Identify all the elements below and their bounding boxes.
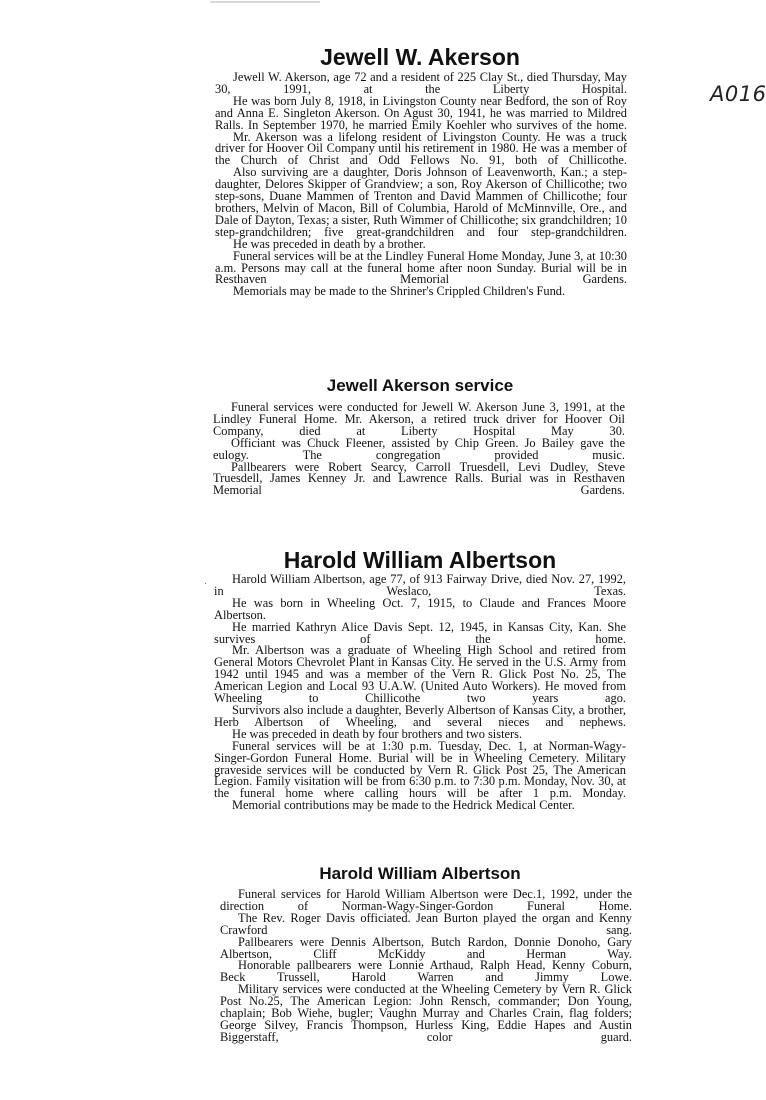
paragraph: He was born July 8, 1918, in Livingston County near Bedford, the son of Roy and Anna E. Singleton Akerson. On Agust 30, 1941, he was married to Mildred Ralls. In September 1970, he married Emily Koehler who survives of the home.: [215, 93, 627, 132]
paragraph: The Rev. Roger Davis officiated. Jean Burton played the organ and Kenny Crawford sang.: [220, 910, 632, 937]
service-body-albertson: [220, 889, 632, 1044]
paragraph: Pallbearers were Dennis Albertson, Butch Rardon, Donnie Donoho, Gary Albertson, Cliff McKiddy and Herman Way.: [220, 934, 632, 961]
handwritten-annotation: A016: [710, 82, 766, 106]
paragraph: Mr. Albertson was a graduate of Wheeling High School and retired from General Motors Chevrolet Plant in Kansas City. He served in the U.S. Army from 1942 until 1945 and was a member of the Vern R. Glick Post No. 25, The American Legion and Local 93 U.A.W. (United Auto Workers). He moved from Wheeling to Chillicothe two years ago.: [214, 643, 626, 706]
paragraph: Mr. Akerson was a lifelong resident of Livingston County. He was a truck driver for Hoover Oil Company until his retirement in 1980. He was a member of the Church of Christ and Odd Fellows No. 91, both of Chillicothe.: [215, 129, 627, 168]
paragraph: Memorials may be made to the Shriner's Crippled Children's Fund.: [233, 284, 566, 299]
top-edge-mark: [210, 1, 320, 3]
service-body-akerson: [213, 402, 625, 497]
paragraph: Survivors also include a daughter, Beverly Albertson of Kansas City, a brother, Herb Albertson of Wheeling, and several nieces and nephews.: [214, 702, 626, 729]
paragraph: He was preceded in death by four brothers and two sisters.: [232, 726, 523, 741]
paragraph: Funeral services for Harold William Albertson were Dec.1, 1992, under the direction of Norman-Wagy-Singer-Gordon Funeral Home.: [220, 887, 632, 913]
paragraph: Memorial contributions may be made to the Hedrick Medical Center.: [232, 798, 575, 813]
paragraph: Funeral services were conducted for Jewell W. Akerson June 3, 1991, at the Lindley Funeral Home. Mr. Akerson, a retired truck driver for Hoover Oil Company, died at Liberty Hospital May 30.: [213, 400, 625, 438]
obituary-body-albertson: [214, 574, 626, 812]
obituary-title-akerson: Jewell W. Akerson: [320, 44, 520, 70]
paragraph: Officiant was Chuck Fleener, assisted by Chip Green. Jo Bailey gave the eulogy. The congregation provided music.: [213, 435, 625, 462]
obituary-body-akerson: [215, 72, 627, 298]
paragraph: He was born in Wheeling Oct. 7, 1915, to Claude and Frances Moore Albertson.: [214, 595, 626, 622]
paragraph: He married Kathryn Alice Davis Sept. 12, 1945, in Kansas City, Kan. She survives of the home.: [214, 619, 626, 646]
paragraph: Also surviving are a daughter, Doris Johnson of Leavenworth, Kan.; a step-daughter, Delores Skipper of Grandview; a son, Roy Akerson of Chillicothe; two step-sons, Duane Mammen of Trenton and David Mammen of Chillicothe; four brothers, Melvin of Macon, Bill of Columbia, Harold of McMinnville, Ore., and Dale of Dayton, Texas; a sister, Ruth Wimmer of Chillicothe; six grandchildren; 10 step-grandchildren; five great-grandchildren and four step-grandchildren.: [215, 165, 627, 239]
paragraph: Harold William Albertson, age 77, of 913 Fairway Drive, died Nov. 27, 1992, in Weslaco, Texas.: [214, 572, 626, 598]
paragraph: Honorable pallbearers were Lonnie Arthaud, Ralph Head, Kenny Coburn, Beck Trussell, Harold Warren and Jimmy Lowe.: [220, 958, 632, 985]
paragraph: Funeral services will be at the Lindley Funeral Home Monday, June 3, at 10:30 a.m. Persons may call at the funeral home after noon Sunday. Burial will be in Resthaven Memorial Gardens.: [215, 248, 627, 287]
service-title-albertson: Harold William Albertson: [319, 864, 521, 883]
paragraph: Funeral services will be at 1:30 p.m. Tuesday, Dec. 1, at Norman-Wagy-Singer-Gordon Funeral Home. Burial will be in Wheeling Cemetery. Military graveside services will be conducted by Vern R. Glick Post 25, The American Legion. Family visitation will be from 6:30 p.m. to 7:30 p.m. Monday, Nov. 30, at the funeral home where calling hours will be after 1 p.m. Monday.: [214, 738, 626, 801]
paragraph: He was preceded in death by a brother.: [233, 236, 426, 251]
paragraph: Military services were conducted at the Wheeling Cemetery by Vern R. Glick Post No.25, The American Legion: John Rensch, commander; Don Young, chaplain; Bob Wiehe, bugler; Vaughn Murray and Charles Crain, flag folders; George Silvey, Francis Thompson, Hurless King, Eddie Hapes and Austin Biggerstaff, color guard.: [220, 982, 632, 1044]
obituary-title-albertson: Harold William Albertson: [283, 547, 557, 573]
paragraph: Pallbearers were Robert Searcy, Carroll Truesdell, Levi Dudley, Steve Truesdell, James Kenney Jr. and Lawrence Ralls. Burial was in Resthaven Memorial Gardens.: [213, 459, 625, 498]
paragraph: Jewell W. Akerson, age 72 and a resident of 225 Clay St., died Thursday, May 30, 1991, at the Liberty Hospital.: [215, 70, 627, 96]
page-mark: ·: [204, 579, 208, 590]
service-title-akerson: Jewell Akerson service: [326, 376, 514, 395]
